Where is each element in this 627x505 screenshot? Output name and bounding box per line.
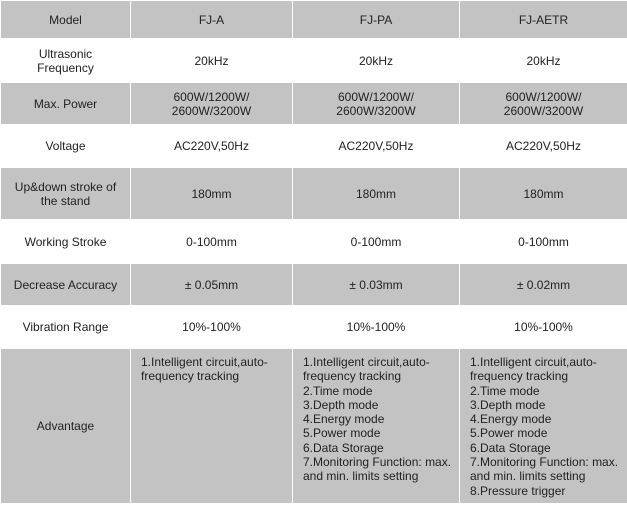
row-advantage bbox=[1, 349, 627, 504]
value-cell: 0-100mm bbox=[460, 220, 627, 264]
model-fj-a: FJ-A bbox=[131, 1, 293, 39]
row-vibration-range bbox=[1, 306, 627, 349]
row-decrease-accuracy bbox=[1, 264, 627, 306]
value-cell: ± 0.02mm bbox=[460, 264, 627, 306]
row-label: Ultrasonic Frequency bbox=[1, 39, 131, 83]
row-ultrasonic-frequency bbox=[1, 39, 627, 83]
value-cell: 180mm bbox=[460, 168, 627, 220]
value-cell: ± 0.05mm bbox=[131, 264, 293, 306]
row-max-power bbox=[1, 83, 627, 125]
value-cell: 600W/1200W/ 2600W/3200W bbox=[293, 83, 460, 125]
value-cell: 180mm bbox=[293, 168, 460, 220]
value-cell: 180mm bbox=[131, 168, 293, 220]
advantage-list-fj-pa: 1.Intelligent circuit,auto- frequency tracking 2.Time mode 3.Depth mode 4.Energy mode 5.Power mode 6.Data Storage 7.Monitoring Function: max. and min. limits setting bbox=[293, 349, 460, 504]
row-label: Vibration Range bbox=[1, 306, 131, 349]
advantage-list-fj-a: 1.Intelligent circuit,auto- frequency tracking bbox=[131, 349, 293, 504]
row-label: Voltage bbox=[1, 125, 131, 168]
value-cell: AC220V,50Hz bbox=[460, 125, 627, 168]
value-cell: AC220V,50Hz bbox=[131, 125, 293, 168]
row-label: Up&down stroke of the stand bbox=[1, 168, 131, 220]
value-cell: 10%-100% bbox=[131, 306, 293, 349]
header-row bbox=[1, 1, 627, 39]
row-label: Max. Power bbox=[1, 83, 131, 125]
value-cell: AC220V,50Hz bbox=[293, 125, 460, 168]
row-voltage bbox=[1, 125, 627, 168]
row-up-down-stroke bbox=[1, 168, 627, 220]
value-cell: ± 0.03mm bbox=[293, 264, 460, 306]
value-cell: 20kHz bbox=[293, 39, 460, 83]
value-cell: 0-100mm bbox=[131, 220, 293, 264]
row-label: Decrease Accuracy bbox=[1, 264, 131, 306]
model-fj-aetr: FJ-AETR bbox=[460, 1, 627, 39]
row-label: Working Stroke bbox=[1, 220, 131, 264]
value-cell: 0-100mm bbox=[293, 220, 460, 264]
value-cell: 20kHz bbox=[460, 39, 627, 83]
row-working-stroke bbox=[1, 220, 627, 264]
header-label: Model bbox=[1, 1, 131, 39]
value-cell: 10%-100% bbox=[460, 306, 627, 349]
advantage-list-fj-aetr: 1.Intelligent circuit,auto- frequency tracking 2.Time mode 3.Depth mode 4.Energy mode 5.Power mode 6.Data Storage 7.Monitoring Function: max. and min. limits setting 8.Pressure trigger bbox=[460, 349, 627, 504]
row-label: Advantage bbox=[1, 349, 131, 504]
value-cell: 600W/1200W/ 2600W/3200W bbox=[131, 83, 293, 125]
value-cell: 20kHz bbox=[131, 39, 293, 83]
value-cell: 10%-100% bbox=[293, 306, 460, 349]
value-cell: 600W/1200W/ 2600W/3200W bbox=[460, 83, 627, 125]
model-fj-pa: FJ-PA bbox=[293, 1, 460, 39]
